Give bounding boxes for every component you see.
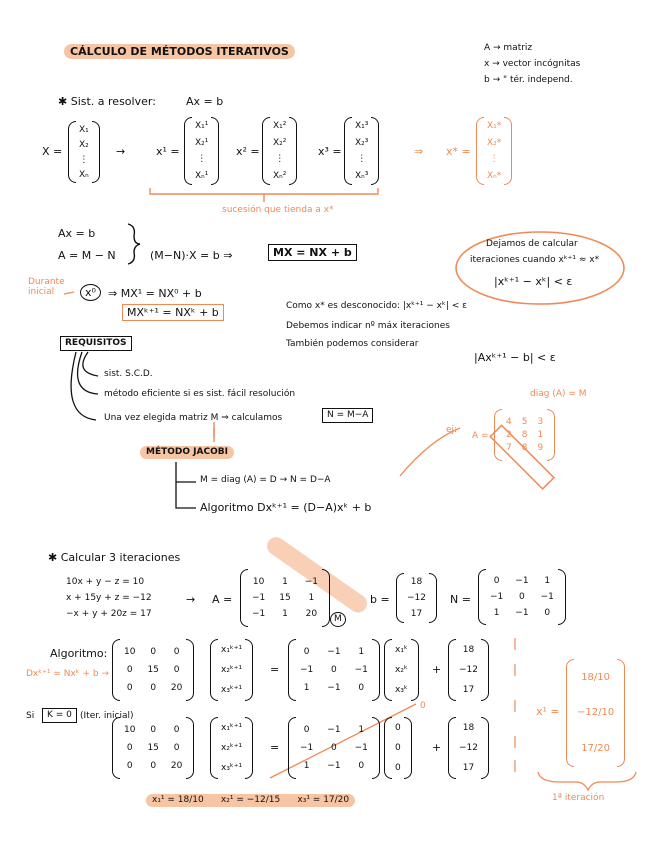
k0-d-21: 0 [126,743,133,753]
calc-heading: ✱ Calcular 3 iteraciones [48,551,181,564]
result-bar [146,794,355,807]
sequence-label: sucesión que tienda a x* [222,205,334,215]
note-3: También podemos considerar [286,339,419,349]
k0-n-11: 0 [303,725,310,735]
vector-x2-1: X₁² [273,121,287,132]
first-iter-label: 1ª iteración [552,793,605,803]
k0-xk1-3: x₃ᵏ⁺¹ [221,763,243,773]
alg-n-22: 0 [331,665,337,675]
k0-n-13: 1 [358,725,365,735]
k0-n-22: 0 [331,743,337,753]
a-23: 1 [308,593,315,603]
alg-formula: Dxᵏ⁺¹ = Nxᵏ + b → [26,669,109,679]
example-a11: 4 [506,417,512,427]
alg-xk1-1: x₁ᵏ⁺¹ [221,645,243,655]
example-label: ej: [446,425,458,435]
vector-x-2: X₂ [79,139,89,150]
k0-x0-1: 0 [395,723,401,733]
k0-d-13: 0 [173,725,180,735]
k0-n-31: 1 [303,761,310,771]
vector-xk-lhs: x* = [446,145,471,158]
k0-vector-xk1 [210,718,253,778]
calc-sys-3: −x + y + 20z = 17 [66,609,152,619]
initial-eq2: MXᵏ⁺¹ = NXᵏ + b [122,304,224,321]
decomp-mid: (M−N)·X = b ⇒ [150,249,233,262]
calc-b-3: 17 [410,609,423,619]
legend-matrix: A → matriz [484,43,533,53]
alg-n-21: −1 [300,665,314,675]
vector-x3 [344,118,379,184]
vector-x-lhs: X = [42,145,63,158]
vector-x-1: X₁ [79,124,89,135]
k0-vector-b [448,718,489,778]
jacobi-line2: Algoritmo Dxᵏ⁺¹ = (D−A)xᵏ + b [200,501,372,514]
a-11: 10 [252,577,265,587]
vectors-implies: ⇒ [414,145,424,158]
jacobi-label: MÉTODO JACOBI [140,446,234,459]
vector-x [68,122,100,182]
calc-a-lhs: A = [212,593,233,606]
k0-zero-mark: 0 [420,701,426,711]
n-21: −1 [490,592,504,602]
alg-n-11: 0 [303,647,310,657]
d-12: 0 [150,647,157,657]
a-12: 1 [282,577,288,587]
first-iter-vector [566,660,625,766]
k0-b-2: −12 [459,743,478,753]
vector-x3-4: Xₙ³ [355,170,369,181]
k0-d-31: 0 [126,761,133,771]
k0-n-32: −1 [327,761,341,771]
alg-vector-xk1 [210,640,253,700]
vector-x1-4: Xₙ¹ [195,170,209,181]
n-12: −1 [515,576,529,586]
d-13: 0 [173,647,180,657]
k0-plus: + [432,741,442,754]
n-22: 0 [519,592,525,602]
alg-xk-2: x₂ᵏ [395,665,408,675]
vector-x3-lhs: x³ = [318,145,342,158]
k0-k: K = 0 [42,708,77,723]
vector-x3-2: X₂³ [355,137,369,148]
d-11: 10 [124,647,136,657]
system-heading: ✱ Sist. a resolver: [58,95,156,108]
alg-b-3: 17 [462,685,475,695]
k0-d-12: 0 [150,725,157,735]
alg-xk-3: x₃ᵏ [395,685,408,695]
d-31: 0 [126,683,133,693]
alg-n-33: 0 [358,683,365,693]
stop-note-line3: |xᵏ⁺¹ − xᵏ| < ε [494,275,573,288]
alg-plus: + [432,663,442,676]
first-iter-2: −12/10 [577,707,615,719]
alg-xk-1: x₁ᵏ [395,645,408,655]
requisito-2: método eficiente si es sist. fácil resolución [104,389,296,399]
example-a32: 8 [521,443,528,453]
calc-b-1: 18 [410,577,423,587]
k0-b-3: 17 [462,763,475,773]
initial-circle: x⁰ [80,284,101,301]
requisitos-label: REQUISITOS [60,336,132,351]
first-iter-lhs: x¹ = [536,705,560,718]
alg-xk1-2: x₂ᵏ⁺¹ [221,665,243,675]
k0-n-12: −1 [327,725,341,735]
vector-x2-4: Xₙ² [273,170,287,181]
vector-xk-1: X₁* [487,121,502,132]
first-iter-3: 17/20 [581,742,611,754]
page-title: CÁLCULO DE MÉTODOS ITERATIVOS [64,44,295,59]
calc-n-lhs: N = [450,593,471,606]
calc-m-circle: M [330,612,346,627]
calc-sys-1: 10x + y − z = 10 [66,577,145,587]
example-lhs: A = [472,431,489,441]
initial-label: Durante inicial [28,277,65,297]
k0-note: (Iter. inicial) [80,711,134,721]
alg-n-31: 1 [303,683,310,693]
stop-note-line2: iteraciones cuando xᵏ⁺¹ ≈ x* [470,255,600,265]
alg-matrix-n [288,640,380,700]
alg-vector-xk [384,640,419,700]
example-a13: 3 [537,417,544,427]
n-32: −1 [515,608,529,618]
k0-n-21: −1 [300,743,314,753]
k0-eq: = [270,741,280,754]
a-21: −1 [252,593,266,603]
note-2: Debemos indicar nº máx iteraciones [286,321,450,331]
system-eq: Ax = b [186,95,224,108]
vector-x1-3: ⋮ [197,154,207,165]
alg-n-32: −1 [327,683,341,693]
a-13: −1 [304,577,319,587]
legend-indep: b → " tér. independ. [484,75,573,85]
k0-d-32: 0 [150,761,157,771]
n-23: −1 [540,592,554,602]
k0-x0-2: 0 [395,743,401,753]
calc-matrix-n [478,570,566,624]
calc-b-2: −12 [407,593,426,603]
k0-b-1: 18 [462,723,475,733]
alg-eq: = [270,663,280,676]
result-x1: x₁¹ = 18/10 [152,795,204,805]
stop-note-line1: Dejamos de calcular [486,239,578,249]
d-21: 0 [126,665,133,675]
alg-matrix-d [112,640,194,700]
vector-xk-2: X₂* [487,137,502,148]
alg-b-1: 18 [462,645,475,655]
d-23: 0 [173,665,180,675]
calc-b-lhs: b = [370,593,390,606]
vector-xk-4: Xₙ* [487,170,502,181]
vector-x1 [184,118,219,184]
example-a21: 2 [506,430,512,440]
vector-xk [476,118,512,184]
vector-x2-2: X₂² [273,137,287,148]
n-33: 0 [544,608,551,618]
k0-matrix-n [288,718,380,778]
alg-n-23: −1 [354,665,368,675]
k0-d-22: 15 [147,743,159,753]
a-32: 1 [282,609,288,619]
calc-vector-b [396,574,437,622]
d-22: 15 [147,665,159,675]
k0-d-33: 20 [170,761,183,771]
initial-eq1: ⇒ MX¹ = NX⁰ + b [108,287,202,300]
k0-n-23: −1 [354,743,368,753]
k0-x0-3: 0 [395,763,401,773]
result-x3: x₃¹ = 17/20 [297,795,350,805]
vector-x-3: ⋮ [79,154,89,165]
vector-xk-3: ⋮ [489,154,499,165]
vector-x-4: Xₙ [79,169,89,180]
example-diag-label: diag (A) = M [530,389,587,399]
example-a12: 5 [521,417,528,427]
residual: |Axᵏ⁺¹ − b| < ε [474,351,556,364]
k0-n-33: 0 [358,761,365,771]
example-a22: 8 [521,430,528,440]
requisito-1: sist. S.C.D. [104,369,153,379]
decomp-line1: Ax = b [58,227,96,240]
calc-matrix-a [240,570,330,626]
n-31: 1 [493,608,500,618]
note-1: Como x* es desconocido: |xᵏ⁺¹ − xᵏ| < ε [286,301,467,311]
example-matrix [494,410,555,460]
alg-label: Algoritmo: [50,647,108,660]
alg-vector-b [448,640,489,700]
first-iter-1: 18/10 [581,672,611,684]
requisito-3: Una vez elegida matriz M ⇒ calculamos [104,413,283,423]
vectors-arrow: → [116,145,126,158]
result-x2: x₂¹ = −12/15 [220,795,281,805]
d-33: 20 [170,683,183,693]
a-31: −1 [252,609,266,619]
alg-n-13: 1 [358,647,365,657]
legend-vector: x → vector incógnitas [484,59,581,69]
alg-b-2: −12 [459,665,478,675]
vector-x3-1: X₁³ [355,121,369,132]
vector-x1-1: X₁¹ [195,121,209,132]
vector-x1-lhs: x¹ = [156,145,180,158]
k0-xk1-2: x₂ᵏ⁺¹ [221,743,243,753]
n-11: 0 [493,576,500,586]
requisitos-boxed: N = M−A [322,408,373,423]
k0-xk1-1: x₁ᵏ⁺¹ [221,723,243,733]
k0-vector-x0 [384,718,412,778]
k0-si: Si [26,711,35,721]
vector-x2 [262,118,297,184]
a-22: 15 [279,593,291,603]
alg-n-12: −1 [327,647,341,657]
d-32: 0 [150,683,157,693]
vector-x3-3: ⋮ [357,154,367,165]
calc-sys-2: x + 15y + z = −12 [66,593,152,603]
example-a33: 9 [537,443,544,453]
calc-arrow: → [186,593,196,606]
jacobi-line1: M = diag (A) = D → N = D−A [200,475,331,485]
a-33: 20 [305,609,318,619]
k0-d-23: 0 [173,743,180,753]
vector-x2-lhs: x² = [236,145,260,158]
decomp-line2: A = M − N [58,249,116,262]
vector-x2-3: ⋮ [275,154,285,165]
k0-d-11: 10 [124,725,136,735]
decomp-boxed: MX = NX + b [268,244,357,261]
k0-matrix-d [112,718,194,778]
example-a31: 7 [506,443,512,453]
n-13: 1 [544,576,551,586]
example-a23: 1 [537,430,544,440]
vector-x1-2: X₂¹ [195,137,209,148]
alg-xk1-3: x₃ᵏ⁺¹ [221,685,243,695]
